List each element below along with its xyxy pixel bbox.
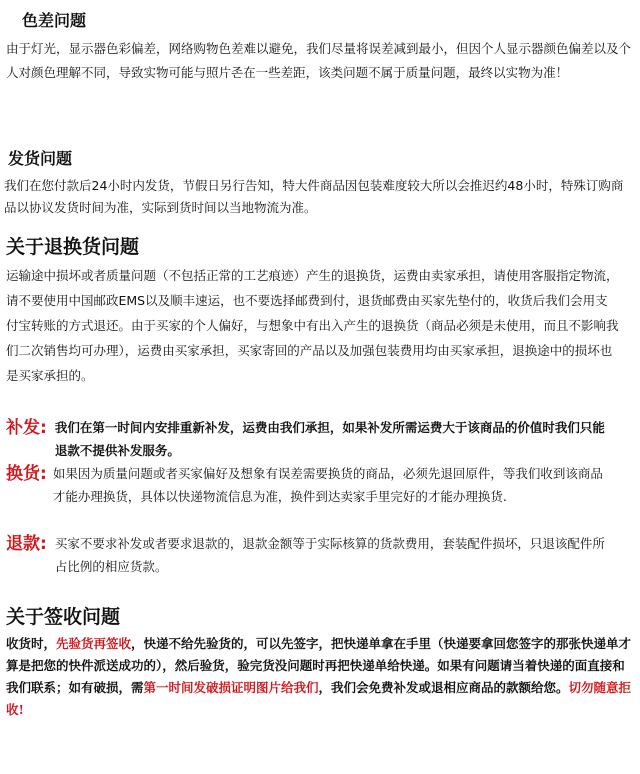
signing-red-3: 切勿随意拒收! bbox=[6, 680, 632, 717]
signing-red-2: 第一时间发破损证明图片给我们 bbox=[143, 680, 319, 695]
signing-text bbox=[0, 629, 640, 721]
color-diff-section bbox=[0, 8, 640, 85]
exchange-section bbox=[0, 462, 640, 508]
shipping-title: 发货问题 bbox=[8, 149, 73, 168]
exchange-label: 换货: bbox=[6, 464, 47, 484]
refund-label: 退款: bbox=[6, 534, 47, 554]
exchange-text: 如果因为质量问题或者买家偏好及想象有误差需要换货的商品，必须先退回原件，等我们收到该商品才能办理换货，具体以快递物流信息为准，换件到达卖家手里完好的才能办理换货. bbox=[52, 466, 603, 504]
shipping-section bbox=[0, 146, 640, 219]
refund-section bbox=[0, 532, 640, 578]
signing-text-3: ，我们会免费补发或退相应商品的款额给您。 bbox=[318, 680, 569, 695]
color-diff-text: 由于灯光，显示器色彩偏差，网络购物色差难以避免，我们尽量将误差减到最小，但因个人显示器颜色偏差以及个人对颜色理解不同，导致实物可能与照片존在一些差距，该类问题不属于质量问题，最终以实物为准！ bbox=[6, 41, 632, 80]
refund-text: 买家不要求补发或者要求退款的，退款金额等于实际核算的货款费用，套装配件损坏，只退该配件所占比例的相应货款。 bbox=[54, 536, 605, 574]
signing-title: 关于签收问题 bbox=[6, 606, 121, 628]
returns-title: 关于退换货问题 bbox=[6, 236, 140, 258]
shipping-text: 我们在您付款后24小时内发货，节假日另行告知，特大件商品因包装难度较大所以会推迟约48小时，特殊订购商品以协议发货时间为准，实际到货时间以当地物流为准。 bbox=[4, 178, 624, 215]
returns-text: 运输途中损坏或者质量问题（不包括正常的工艺痕迹）产生的退换货，运费由卖家承担，请使用客服指定物流，请不要使用中国邮政EMS以及顺丰速运，也不要选择邮费到付，退货邮费由买家先垫付的，收货后我们会用支付宝转账的方式退还。由于买家的个人偏好，与想象中有出入产生的退换货（商品必须是未使用，而且不影响我们二次销售均可办理），运费由买家承担，买家寄回的产品以及加强包装费用均由买家承担，退换途中的损坏也是买家承担的。 bbox=[6, 268, 619, 383]
signing-section bbox=[0, 602, 640, 721]
color-diff-title: 色差问题 bbox=[22, 11, 87, 30]
resend-text: 我们在第一时间内安排重新补发，运费由我们承担，如果补发所需运费大于该商品的价值时我们只能退款不提供补发服务。 bbox=[54, 420, 605, 458]
signing-text-2: ，快递不给先验货的，可以先签字，把快递单拿在手里（快递要拿回您签字的那张快递单才算是把您的快件派送成功的），然后验货，验完货没问题时再把快递单给快递。如果有问题请当着快递的面直接和我们联系；如有破损，需 bbox=[6, 636, 632, 695]
resend-label: 补发: bbox=[6, 418, 47, 438]
returns-section bbox=[0, 232, 640, 388]
resend-section bbox=[0, 416, 640, 462]
signing-red-1: 先验货再签收 bbox=[56, 636, 132, 651]
signing-text-1: 收货时， bbox=[6, 636, 57, 651]
